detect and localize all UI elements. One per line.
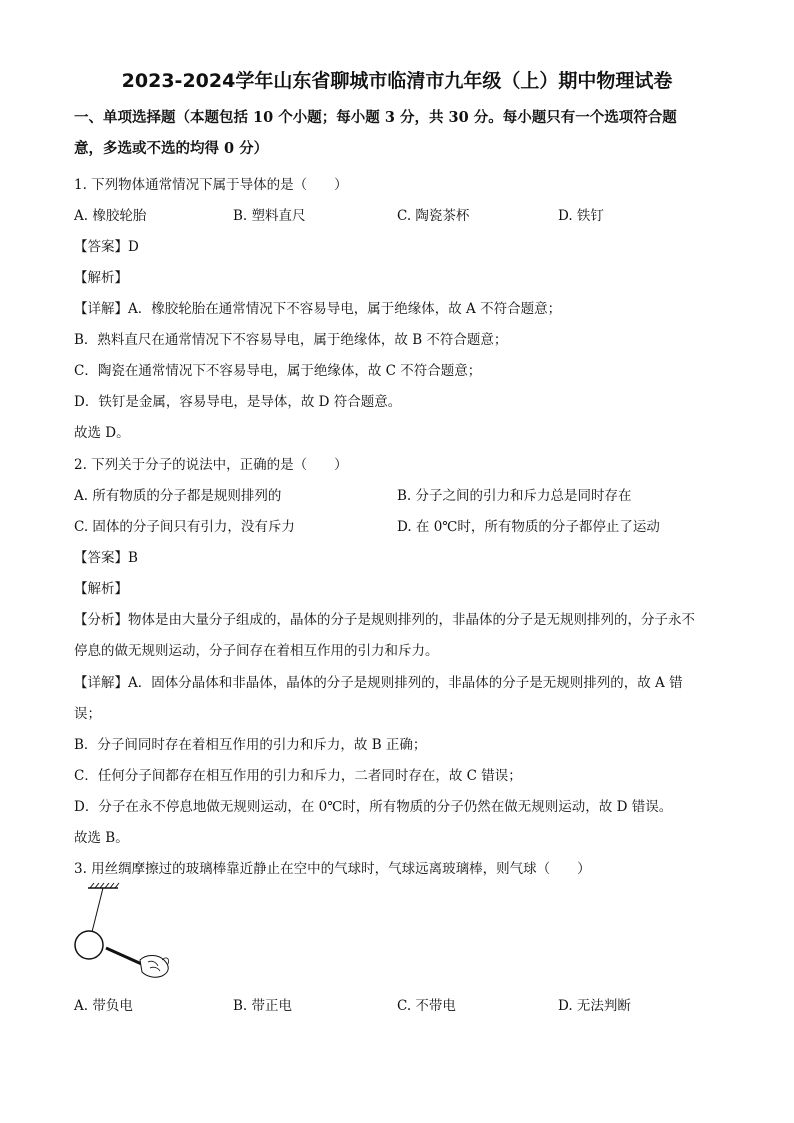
q1-stem: 1. 下列物体通常情况下属于导体的是（ ）	[74, 177, 348, 193]
q1-detail-2: B．熟料直尺在通常情况下不容易导电，属于绝缘体，故 B 不符合题意；	[74, 332, 508, 348]
q2-detail-7: D．分子在永不停息地做无规则运动，在 0℃时，所有物质的分子仍然在做无规则运动，故 D 错误。	[74, 799, 673, 815]
q1-detail-3: C．陶瓷在通常情况下不容易导电，属于绝缘体，故 C 不符合题意；	[74, 363, 482, 379]
glass-rod	[106, 948, 146, 966]
q1-option-d: D. 铁钉	[558, 208, 604, 224]
q2-detail-4: 误；	[74, 706, 101, 722]
string-line	[92, 888, 103, 932]
q2-detail-1: 【分析】物体是由大量分子组成的，晶体的分子是规则排列的，非晶体的分子是无规则排列的，分子永不	[74, 612, 695, 628]
q1-detail-1: 【详解】A．橡胶轮胎在通常情况下不容易导电，属于绝缘体，故 A 不符合题意；	[74, 301, 562, 317]
q2-option-d: D. 在 0℃时，所有物质的分子都停止了运动	[397, 519, 660, 535]
q1-option-c: C. 陶瓷茶杯	[397, 208, 470, 224]
q2-option-b: B. 分子之间的引力和斥力总是同时存在	[397, 488, 632, 504]
q1-detail-4: D．铁钉是金属，容易导电，是导体，故 D 符合题意。	[74, 394, 402, 410]
q1-option-b: B. 塑料直尺	[233, 208, 306, 224]
q3-stem: 3. 用丝绸摩擦过的玻璃棒靠近静止在空中的气球时，气球远离玻璃棒，则气球（ ）	[74, 861, 591, 877]
q1-option-a: A. 橡胶轮胎	[74, 208, 147, 224]
q3-option-d: D. 无法判断	[558, 998, 631, 1014]
q2-detail-8: 故选 B。	[74, 830, 129, 846]
q3-option-a: A. 带负电	[74, 998, 133, 1014]
page-title: 2023-2024学年山东省聊城市临清市九年级（上）期中物理试卷	[121, 70, 673, 92]
section-heading-line-1: 一、单项选择题（本题包括 10 个小题；每小题 3 分，共 30 分。每小题只有一个选项符合题	[74, 109, 677, 126]
q2-detail-6: C．任何分子间都存在相互作用的引力和斥力，二者同时存在，故 C 错误；	[74, 768, 522, 784]
q3-option-c: C. 不带电	[397, 998, 456, 1014]
q3-option-b: B. 带正电	[233, 998, 293, 1014]
q2-stem: 2. 下列关于分子的说法中，正确的是（ ）	[74, 457, 348, 473]
q2-detail-5: B．分子间同时存在着相互作用的引力和斥力，故 B 正确；	[74, 737, 427, 753]
q2-option-c: C. 固体的分子间只有引力，没有斥力	[74, 519, 295, 535]
q2-analysis-label: 【解析】	[74, 581, 128, 597]
balloon-circle	[75, 931, 103, 959]
q1-answer: 【答案】D	[74, 239, 139, 255]
q2-option-a: A. 所有物质的分子都是规则排列的	[74, 488, 282, 504]
q2-detail-3: 【详解】A．固体分晶体和非晶体，晶体的分子是规则排列的，非晶体的分子是无规则排列的，故 A 错	[74, 675, 683, 691]
q1-detail-5: 故选 D。	[74, 425, 130, 441]
q2-answer: 【答案】B	[74, 550, 138, 566]
section-heading-line-2: 意，多选或不选的均得 0 分）	[74, 140, 269, 157]
balloon-rod-figure	[66, 880, 176, 980]
q1-analysis-label: 【解析】	[74, 270, 128, 286]
q2-detail-2: 停息的做无规则运动，分子间存在着相互作用的引力和斥力。	[74, 643, 439, 659]
